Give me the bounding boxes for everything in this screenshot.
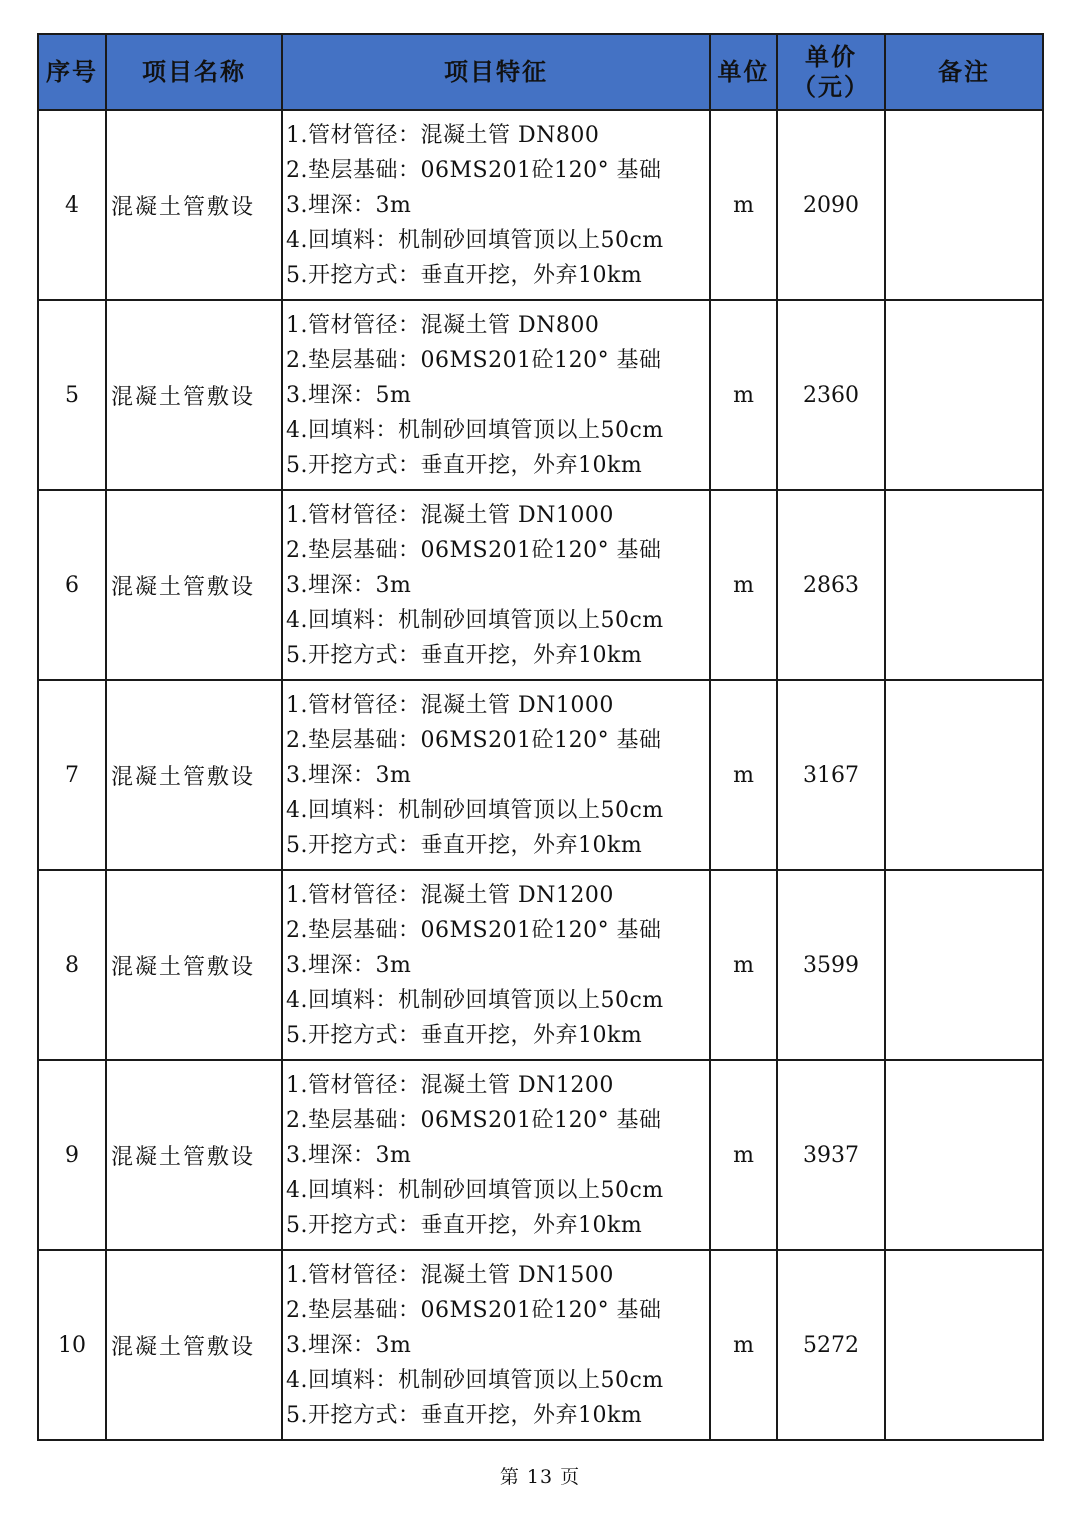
cell-seq: 4 — [38, 110, 106, 300]
table-row — [38, 490, 1043, 680]
header-price — [777, 34, 885, 110]
cell-price: 5272 — [777, 1250, 885, 1440]
table-header — [38, 34, 1043, 110]
feature-line: 1.管材管径：混凝土管 DN1200 — [286, 1072, 614, 1098]
feature-line: 3.埋深：3m — [286, 572, 412, 598]
table-row — [38, 300, 1043, 490]
page-number: 第 13 页 — [499, 1466, 581, 1488]
cell-features — [282, 870, 710, 1060]
table-row — [38, 680, 1043, 870]
header-unit: 单位 — [710, 34, 777, 110]
cell-unit: m — [710, 300, 777, 490]
cell-name: 混凝土管敷设 — [106, 680, 282, 870]
cell-remark — [885, 1250, 1043, 1440]
feature-line: 4.回填料：机制砂回填管顶以上50cm — [286, 417, 664, 443]
cell-price: 3599 — [777, 870, 885, 1060]
pricing-table — [37, 33, 1044, 1441]
cell-seq: 6 — [38, 490, 106, 680]
cell-remark — [885, 680, 1043, 870]
feature-line: 4.回填料：机制砂回填管顶以上50cm — [286, 1177, 664, 1203]
cell-seq: 9 — [38, 1060, 106, 1250]
feature-line: 1.管材管径：混凝土管 DN800 — [286, 122, 600, 148]
cell-name: 混凝土管敷设 — [106, 1250, 282, 1440]
feature-line: 4.回填料：机制砂回填管顶以上50cm — [286, 227, 664, 253]
cell-features — [282, 1060, 710, 1250]
header-name: 项目名称 — [106, 34, 282, 110]
feature-line: 5.开挖方式：垂直开挖，外弃10km — [286, 1402, 643, 1428]
cell-unit: m — [710, 1060, 777, 1250]
cell-price: 3167 — [777, 680, 885, 870]
feature-line: 1.管材管径：混凝土管 DN1500 — [286, 1262, 614, 1288]
header-remark: 备注 — [885, 34, 1043, 110]
feature-line: 2.垫层基础：06MS201砼120° 基础 — [286, 1297, 662, 1323]
feature-line: 5.开挖方式：垂直开挖，外弃10km — [286, 1212, 643, 1238]
cell-name: 混凝土管敷设 — [106, 110, 282, 300]
cell-name: 混凝土管敷设 — [106, 300, 282, 490]
feature-line: 5.开挖方式：垂直开挖，外弃10km — [286, 262, 643, 288]
cell-features — [282, 680, 710, 870]
feature-line: 5.开挖方式：垂直开挖，外弃10km — [286, 1022, 643, 1048]
header-seq: 序号 — [38, 34, 106, 110]
cell-price: 2090 — [777, 110, 885, 300]
cell-price: 3937 — [777, 1060, 885, 1250]
feature-line: 4.回填料：机制砂回填管顶以上50cm — [286, 607, 664, 633]
cell-name: 混凝土管敷设 — [106, 1060, 282, 1250]
feature-line: 3.埋深：5m — [286, 382, 412, 408]
cell-unit: m — [710, 1250, 777, 1440]
table-row — [38, 1250, 1043, 1440]
feature-line: 3.埋深：3m — [286, 192, 412, 218]
feature-line: 3.埋深：3m — [286, 762, 412, 788]
feature-line: 2.垫层基础：06MS201砼120° 基础 — [286, 537, 662, 563]
feature-line: 1.管材管径：混凝土管 DN1200 — [286, 882, 614, 908]
cell-unit: m — [710, 870, 777, 1060]
cell-remark — [885, 110, 1043, 300]
cell-features — [282, 110, 710, 300]
header-price-line1: 单价 — [805, 43, 857, 71]
cell-name: 混凝土管敷设 — [106, 870, 282, 1060]
cell-seq: 10 — [38, 1250, 106, 1440]
feature-line: 3.埋深：3m — [286, 952, 412, 978]
feature-line: 1.管材管径：混凝土管 DN800 — [286, 312, 600, 338]
cell-remark — [885, 870, 1043, 1060]
feature-line: 3.埋深：3m — [286, 1332, 412, 1358]
feature-line: 5.开挖方式：垂直开挖，外弃10km — [286, 642, 643, 668]
cell-unit: m — [710, 680, 777, 870]
feature-line: 2.垫层基础：06MS201砼120° 基础 — [286, 157, 662, 183]
cell-price: 2863 — [777, 490, 885, 680]
feature-line: 4.回填料：机制砂回填管顶以上50cm — [286, 1367, 664, 1393]
feature-line: 2.垫层基础：06MS201砼120° 基础 — [286, 917, 662, 943]
header-row — [38, 34, 1043, 110]
cell-unit: m — [710, 110, 777, 300]
feature-line: 1.管材管径：混凝土管 DN1000 — [286, 692, 614, 718]
cell-unit: m — [710, 490, 777, 680]
table-row — [38, 110, 1043, 300]
feature-line: 3.埋深：3m — [286, 1142, 412, 1168]
cell-price: 2360 — [777, 300, 885, 490]
cell-features — [282, 490, 710, 680]
cell-seq: 8 — [38, 870, 106, 1060]
cell-features — [282, 1250, 710, 1440]
feature-line: 4.回填料：机制砂回填管顶以上50cm — [286, 797, 664, 823]
feature-line: 2.垫层基础：06MS201砼120° 基础 — [286, 1107, 662, 1133]
table-body — [38, 110, 1043, 1440]
feature-line: 2.垫层基础：06MS201砼120° 基础 — [286, 347, 662, 373]
feature-line: 5.开挖方式：垂直开挖，外弃10km — [286, 832, 643, 858]
feature-line: 1.管材管径：混凝土管 DN1000 — [286, 502, 614, 528]
cell-remark — [885, 490, 1043, 680]
cell-seq: 7 — [38, 680, 106, 870]
cell-features — [282, 300, 710, 490]
header-price-line2: （元） — [792, 73, 870, 101]
feature-line: 5.开挖方式：垂直开挖，外弃10km — [286, 452, 643, 478]
feature-line: 4.回填料：机制砂回填管顶以上50cm — [286, 987, 664, 1013]
cell-remark — [885, 1060, 1043, 1250]
cell-seq: 5 — [38, 300, 106, 490]
cell-remark — [885, 300, 1043, 490]
header-feature: 项目特征 — [282, 34, 710, 110]
feature-line: 2.垫层基础：06MS201砼120° 基础 — [286, 727, 662, 753]
table-row — [38, 870, 1043, 1060]
cell-name: 混凝土管敷设 — [106, 490, 282, 680]
table-row — [38, 1060, 1043, 1250]
